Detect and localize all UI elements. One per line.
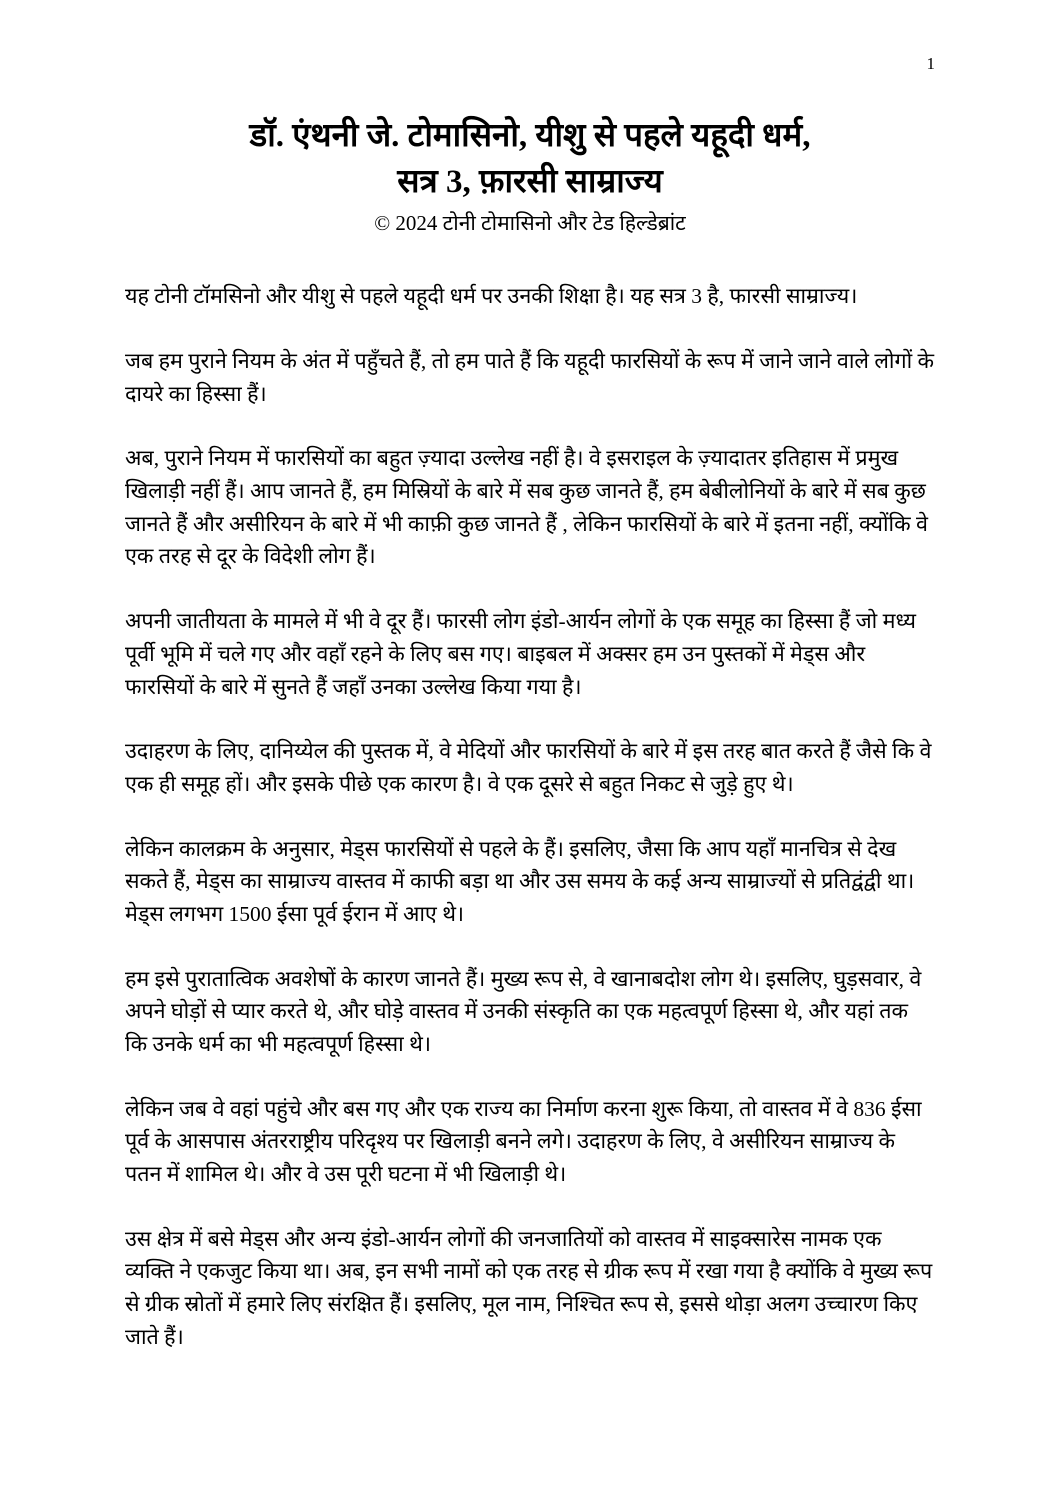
paragraph: उदाहरण के लिए, दानिय्येल की पुस्तक में, वे मेदियों और फारसियों के बारे में इस तरह बात करते हैं जैसे कि वे एक ही समूह हों। और इसके पीछे एक कारण है। वे एक दूसरे से बहुत निकट से जुड़े हुए थे। [125,739,932,796]
document-title-line-2: सत्र 3, फ़ारसी साम्राज्य [397,163,663,200]
paragraph: लेकिन कालक्रम के अनुसार, मेड्स फारसियों से पहले के हैं। इसलिए, जैसा कि आप यहाँ मानचित्र से देख सकते हैं, मेड्स का साम्राज्य वास्तव में काफी बड़ा था और उस समय के कई अन्य साम्राज्यों से प्रतिद्वंद्वी था। मेड्स लगभग 1500 ईसा पूर्व ईरान में आए थे। [125,836,915,926]
copyright-line: © 2024 टोनी टोमासिनो और टेड हिल्डेब्रांट [374,211,686,236]
paragraph: अब, पुराने नियम में फारसियों का बहुत ज़्यादा उल्लेख नहीं है। वे इसराइल के ज़्यादातर इतिहास में प्रमुख खिलाड़ी नहीं हैं। आप जानते हैं, हम मिस्रियों के बारे में सब कुछ जानते हैं, हम बेबीलोनियों के बारे में सब कुछ जानते हैं और असीरियन के बारे में भी काफ़ी कुछ जानते हैं , लेकिन फारसियों के बारे में इतना नहीं, क्योंकि वे एक तरह से दूर के विदेशी लोग हैं। [125,446,928,569]
paragraph: हम इसे पुरातात्विक अवशेषों के कारण जानते हैं। मुख्य रूप से, वे खानाबदोश लोग थे। इसलिए, घुड़सवार, वे अपने घोड़ों से प्यार करते थे, और घोड़े वास्तव में उनकी संस्कृति का एक महत्वपूर्ण हिस्सा थे, और यहां तक कि उनके धर्म का भी महत्वपूर्ण हिस्सा थे। [125,966,922,1056]
document-title-line-1: डॉ. एंथनी जे. टोमासिनो, यीशु से पहले यहूदी धर्म, [249,118,811,154]
paragraph: उस क्षेत्र में बसे मेड्स और अन्य इंडो-आर्यन लोगों की जनजातियों को वास्तव में साइक्सारेस नामक एक व्यक्ति ने एकजुट किया था। अब, इन सभी नामों को एक तरह से ग्रीक रूप में रखा गया है क्योंकि वे मुख्य रूप से ग्रीक स्रोतों में हमारे लिए संरक्षित हैं। इसलिए, मूल नाम, निश्चित रूप से, इससे थोड़ा अलग उच्चारण किए जाते हैं। [125,1226,933,1349]
paragraph: लेकिन जब वे वहां पहुंचे और बस गए और एक राज्य का निर्माण करना शुरू किया, तो वास्तव में वे 836 ईसा पूर्व के आसपास अंतरराष्ट्रीय परिदृश्य पर खिलाड़ी बनने लगे। उदाहरण के लिए, वे असीरियन साम्राज्य के पतन में शामिल थे। और वे उस पूरी घटना में भी खिलाड़ी थे। [125,1096,922,1186]
paragraph: अपनी जातीयता के मामले में भी वे दूर हैं। फारसी लोग इंडो-आर्यन लोगों के एक समूह का हिस्सा हैं जो मध्य पूर्वी भूमि में चले गए और वहाँ रहने के लिए बस गए। बाइबल में अक्सर हम उन पुस्तकों में मेड्स और फारसियों के बारे में सुनते हैं जहाँ उनका उल्लेख किया गया है। [125,609,917,699]
document-body [125,280,935,1353]
paragraph: यह टोनी टॉमसिनो और यीशु से पहले यहूदी धर्म पर उनकी शिक्षा है। यह सत्र 3 है, फारसी साम्राज्य। [125,284,858,309]
page-number: 1 [926,54,935,73]
document-title [125,114,935,205]
paragraph: जब हम पुराने नियम के अंत में पहुँचते हैं, तो हम पाते हैं कि यहूदी फारसियों के रूप में जाने जाने वाले लोगों के दायरे का हिस्सा हैं। [125,349,935,406]
